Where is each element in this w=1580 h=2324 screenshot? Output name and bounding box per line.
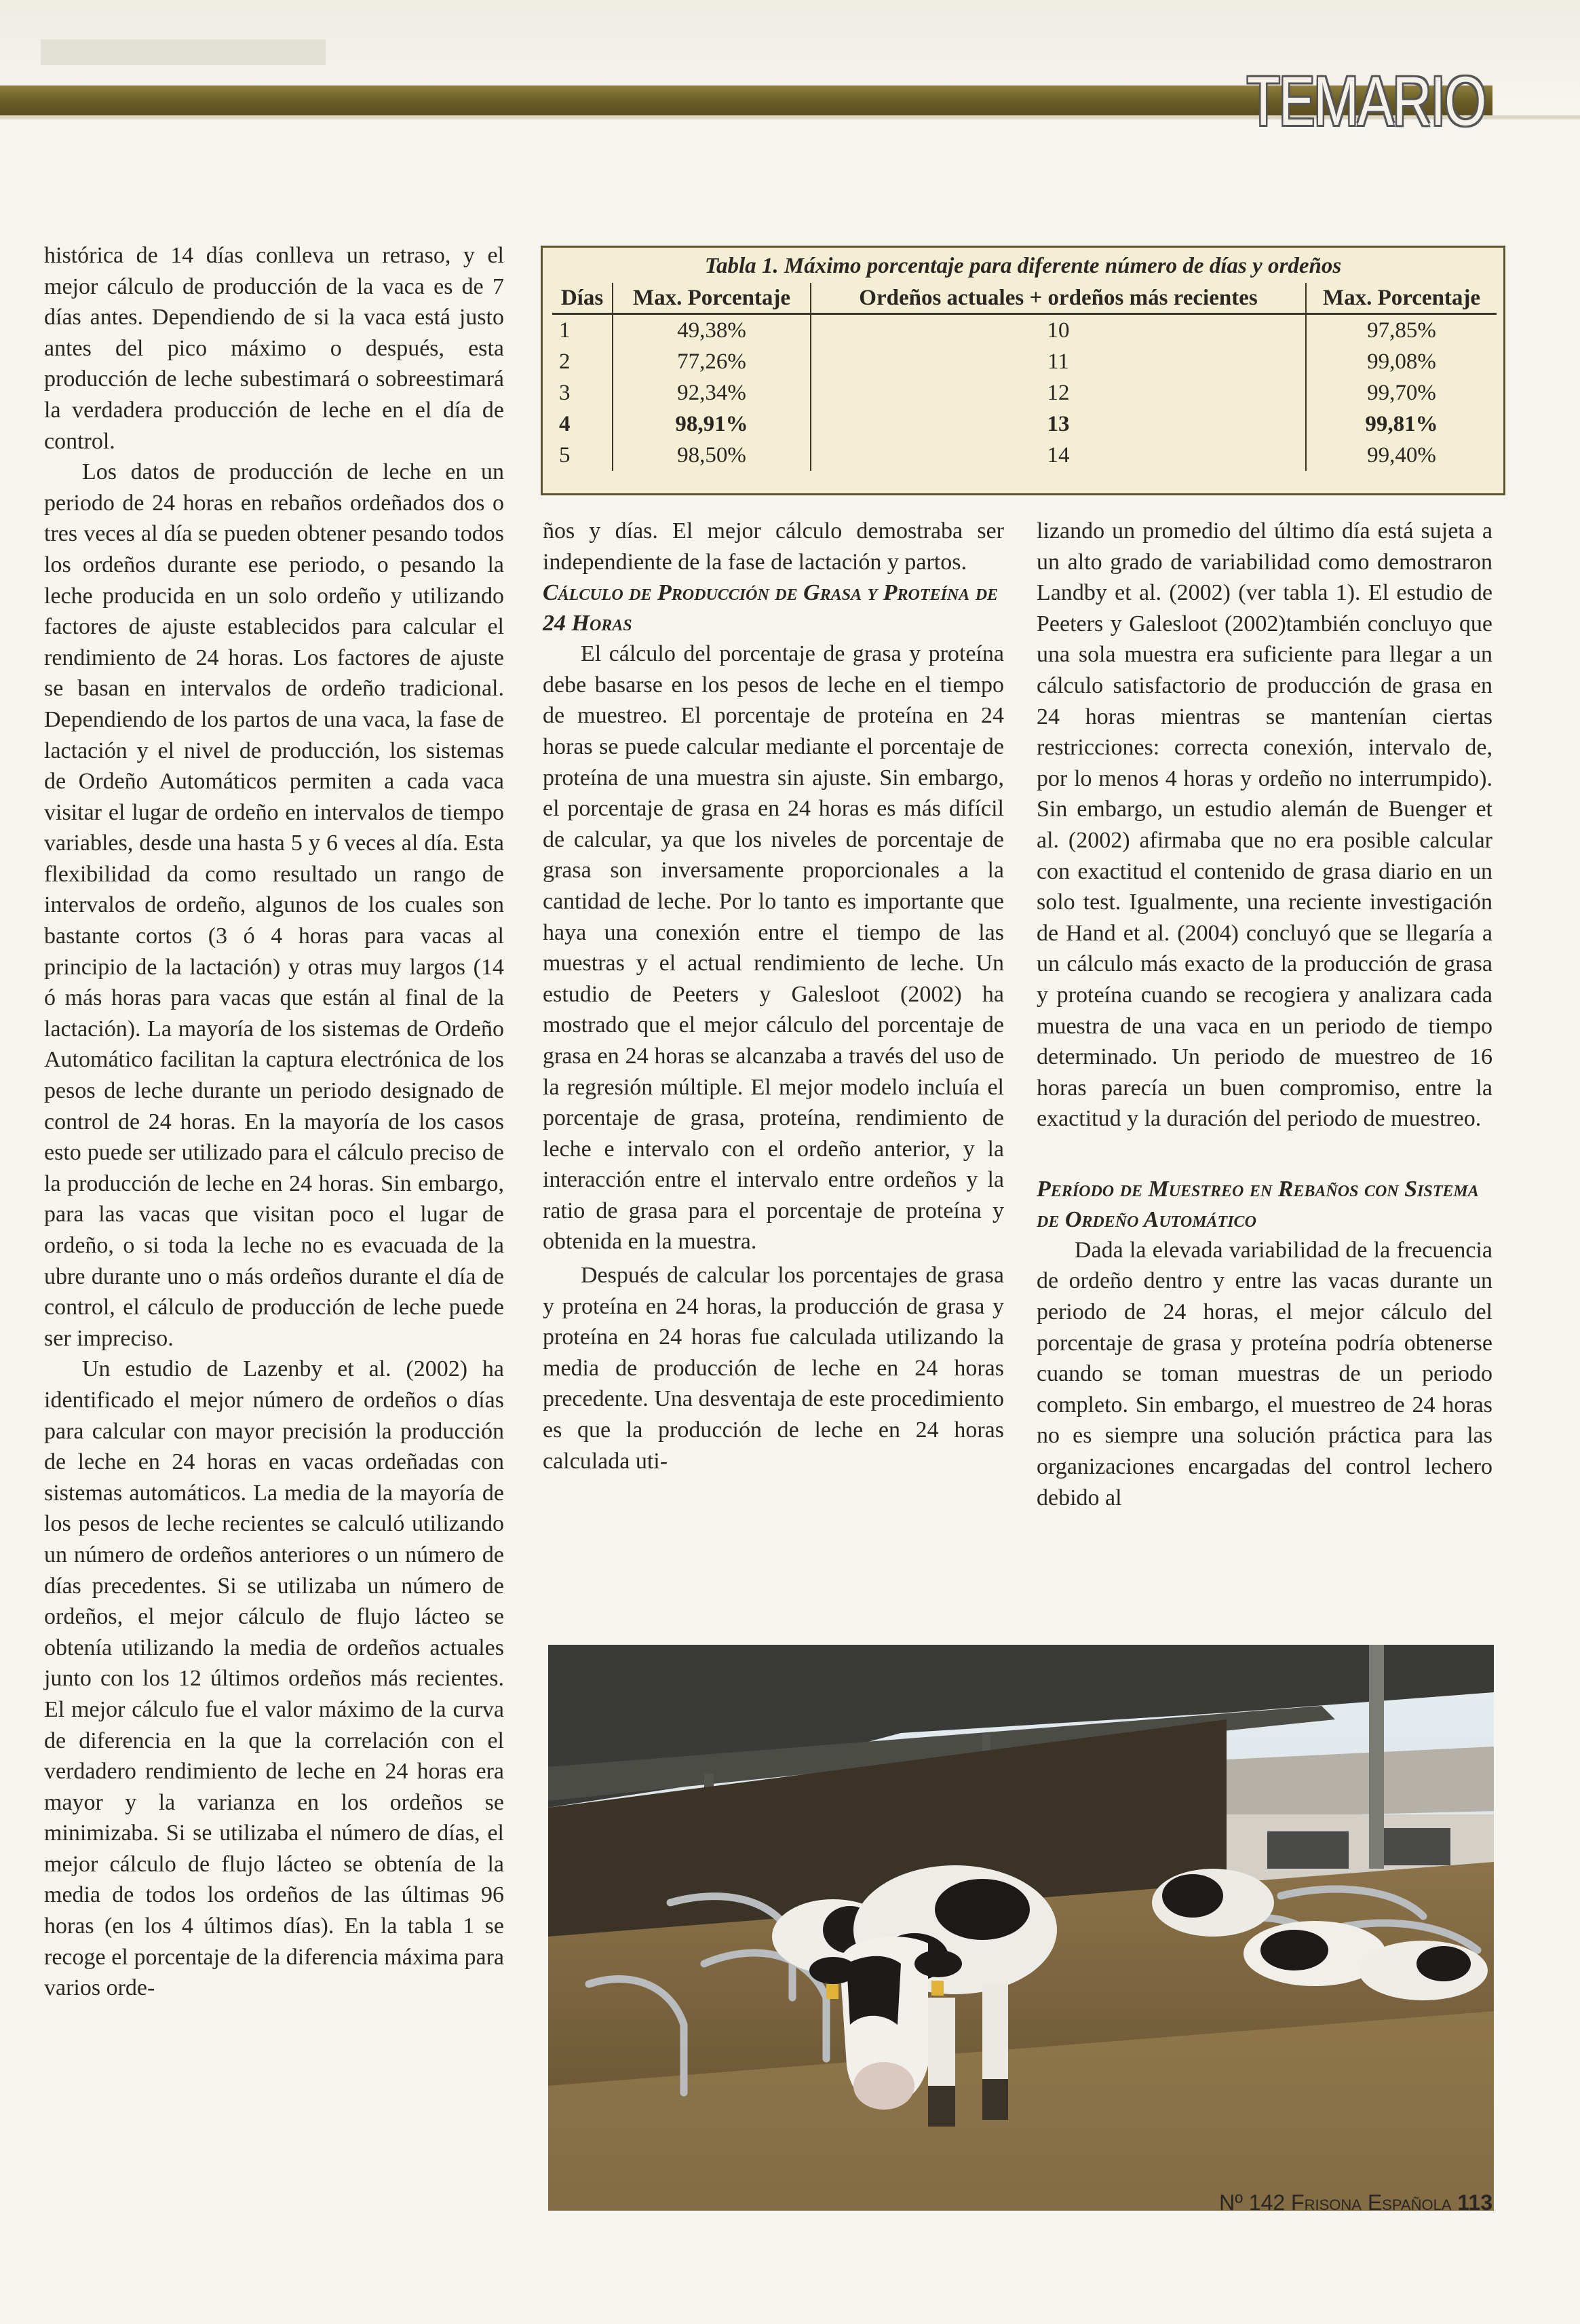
- page-number: 113: [1457, 2190, 1492, 2215]
- table-cell: 49,38%: [613, 314, 811, 347]
- table-cell: 3: [559, 380, 571, 405]
- paragraph: Dada la elevada variabilidad de la frecuencia de ordeño dentro y entre las vacas durante un periodo de 24 horas, el mejor cálculo del porcentaje de grasa y proteína podría obtenerse cuando se toman muestras de un periodo completo. Sin embargo, el muestreo de 24 horas no es siempre una solución práctica para las organizaciones encargadas del control lechero debido al: [1037, 1237, 1492, 1510]
- paragraph: ños y días. El mejor cálculo demostraba ser independiente de la fase de lactación y partos.: [543, 518, 1004, 575]
- table-cell: 98,50%: [613, 440, 811, 471]
- page-footer: [1208, 2189, 1492, 2216]
- table-cell: 12: [811, 377, 1306, 408]
- table-row: [552, 314, 1497, 347]
- table-cell: 99,70%: [1306, 377, 1497, 408]
- section-heading: Cálculo de Producción de Grasa y Proteína de 24 Horas: [543, 580, 999, 636]
- table-cell: 97,85%: [1306, 314, 1497, 347]
- barn-cows-photo: [548, 1645, 1494, 2211]
- text-column-1: [44, 240, 504, 2004]
- table-cell: 99,40%: [1306, 440, 1497, 471]
- table-row-highlighted: [552, 408, 1497, 440]
- table-cell: 10: [811, 314, 1306, 347]
- table-cell: 99,81%: [1306, 408, 1497, 440]
- table-row: [552, 346, 1497, 377]
- table-cell: 2: [559, 349, 571, 374]
- table-cell: 4: [559, 411, 571, 436]
- table-row: [552, 377, 1497, 408]
- table-header-row: [552, 283, 1497, 314]
- paragraph: lizando un promedio del último día está sujeta a un alto grado de variabilidad como demostraron Landby et al. (2002) (ver tabla 1). El estudio de Peeters y Galesloot (2002)también concluyo que una sola muestra era suficiente para llegar a un cálculo satisfactorio de producción de grasa en 24 horas mientras se mantenían ciertas restricciones: correcta conexión, intervalo de, por lo menos 4 horas y ordeño no interrumpido). Sin embargo, un estudio alemán de Buenger et al. (2002) afirmaba que no era posible calcular con exactitud el contenido de grasa diario en un solo test. Igualmente, una reciente investigación de Hand et al. (2004) concluyó que se llegaría a un cálculo más exacto de la producción de grasa y proteína cuando se recogiera y analizara cada muestra de una vaca en un periodo de tiempo determinado. Un periodo de muestreo de 16 horas parecía un buen compromiso, entre la exactitud y la duración del periodo de muestreo.: [1037, 518, 1492, 1132]
- table-cell: 92,34%: [613, 377, 811, 408]
- text-column-3: [1037, 516, 1492, 1513]
- table-caption: Tabla 1. Máximo porcentaje para diferente número de días y ordeños: [704, 254, 1342, 278]
- photo-illustration: [548, 1645, 1494, 2211]
- text-column-2: [543, 516, 1004, 1477]
- table-cell: 99,08%: [1306, 346, 1497, 377]
- faded-corner-label: [41, 39, 326, 65]
- table-cell: 11: [811, 346, 1306, 377]
- paragraph: Los datos de producción de leche en un periodo de 24 horas en rebaños ordeñados dos o tres veces al día se pueden obtener pesando todos los ordeños durante ese periodo, o pesando la leche producida en un solo ordeño y utilizando factores de ajuste establecidos para calcular el rendimiento de 24 horas. Los factores de ajuste se basan en intervalos de ordeño tradicional. Dependiendo de los partos de una vaca, la fase de lactación y el nivel de producción, los sistemas de Ordeño Automáticos permiten a cada vaca visitar el lugar de ordeño en intervalos de tiempo variables, desde una hasta 5 y 6 veces al día. Esta flexibilidad da como resultado un rango de intervalos de ordeño, algunos de los cuales son bastante cortos (3 ó 4 horas para vacas al principio de la lactación) y otras muy largos (14 ó más horas para vacas que están al final de la lactación). La mayoría de los sistemas de Ordeño Automático facilitan la captura electrónica de los pesos de leche durante un periodo designado de control de 24 horas. En la mayoría de los casos esto puede ser utilizado para el cálculo preciso de la producción de leche en 24 horas. Sin embargo, para las vacas que visitan poco el lugar de ordeño, o si toda la leche no es evacuada de la ubre durante uno o más ordeños durante el día de control, el cálculo de producción de leche puede ser impreciso.: [44, 459, 504, 1351]
- paragraph: Un estudio de Lazenby et al. (2002) ha identificado el mejor número de ordeños o días para calcular con mayor precisión la producción de leche en 24 horas en vacas ordeñadas con sistemas automáticos. La media de la mayoría de los pesos de leche recientes se calculó utilizando un número de ordeños anteriores o un número de días precedentes. Si se utilizaba un número de ordeños, el mejor cálculo de flujo lácteo se obtenía utilizando la media de ordeños actuales junto con los 12 últimos ordeños más recientes. El mejor cálculo fue el valor máximo de la curva de diferencia en la que la correlación con el verdadero rendimiento de leche en 24 horas era mayor y la varianza en los ordeños se minimizaba. Si se utilizaba el número de días, el mejor cálculo de flujo lácteo se obtenía de la media de todos los ordeños de las últimas 96 horas (en los 4 últimos días). En la tabla 1 se recoge el porcentaje de la diferencia máxima para varios orde-: [44, 1356, 504, 2001]
- column-header: Max. Porcentaje: [613, 283, 811, 314]
- table-cell: 77,26%: [613, 346, 811, 377]
- section-heading: Período de Muestreo en Rebaños con Sistema de Ordeño Automático: [1037, 1176, 1479, 1232]
- paragraph: Después de calcular los porcentajes de grasa y proteína en 24 horas, la producción de grasa y proteína en 24 horas fue calculada utilizando la media de producción de leche en 24 horas precedente. Una desventaja de este procedimiento es que la producción de leche en 24 horas calculada uti-: [543, 1263, 1004, 1474]
- table-cell: 13: [811, 408, 1306, 440]
- table-row: [552, 440, 1497, 471]
- column-header: Días: [552, 283, 613, 314]
- column-header: Ordeños actuales + ordeños más recientes: [811, 283, 1306, 314]
- data-table: [552, 283, 1497, 471]
- table-cell: 14: [811, 440, 1306, 471]
- magazine-name: Frisona Española: [1291, 2190, 1452, 2215]
- table-cell: 1: [559, 318, 571, 343]
- issue-number: Nº 142: [1219, 2190, 1286, 2215]
- column-header: Max. Porcentaje: [1306, 283, 1497, 314]
- paragraph: El cálculo del porcentaje de grasa y proteína debe basarse en los pesos de leche en el tiempo de muestreo. El porcentaje de proteína en 24 horas se puede calcular mediante el porcentaje de proteína de una muestra sin ajuste. Sin embargo, el porcentaje de grasa en 24 horas es más difícil de calcular, ya que los niveles de porcentaje de grasa son inversamente proporcionales a la cantidad de leche. Por lo tanto es importante que haya una conexión entre el tiempo de las muestras y el actual rendimiento de leche. Un estudio de Peeters y Galesloot (2002) ha mostrado que el mejor cálculo del porcentaje de grasa en 24 horas se alcanzaba a través del uso de la regresión múltiple. El mejor modelo incluía el porcentaje de grasa, proteína, rendimiento de leche e intervalo con el ordeño anterior, y la interacción entre el intervalo entre ordeños y la ratio de grasa para el porcentaje de proteína y obtenida en la muestra.: [543, 641, 1004, 1255]
- table-cell: 5: [559, 442, 571, 468]
- table-1: [541, 246, 1505, 495]
- table-cell: 98,91%: [613, 408, 811, 440]
- paragraph: histórica de 14 días conlleva un retraso, y el mejor cálculo de producción de la vaca es de 7 días antes. Dependiendo de si la vaca está justo antes del pico máximo o después, esta producción de leche subestimará o sobreestimará la verdadera producción de leche en el día de control.: [44, 243, 504, 454]
- section-title: TEMARIO: [1247, 62, 1486, 140]
